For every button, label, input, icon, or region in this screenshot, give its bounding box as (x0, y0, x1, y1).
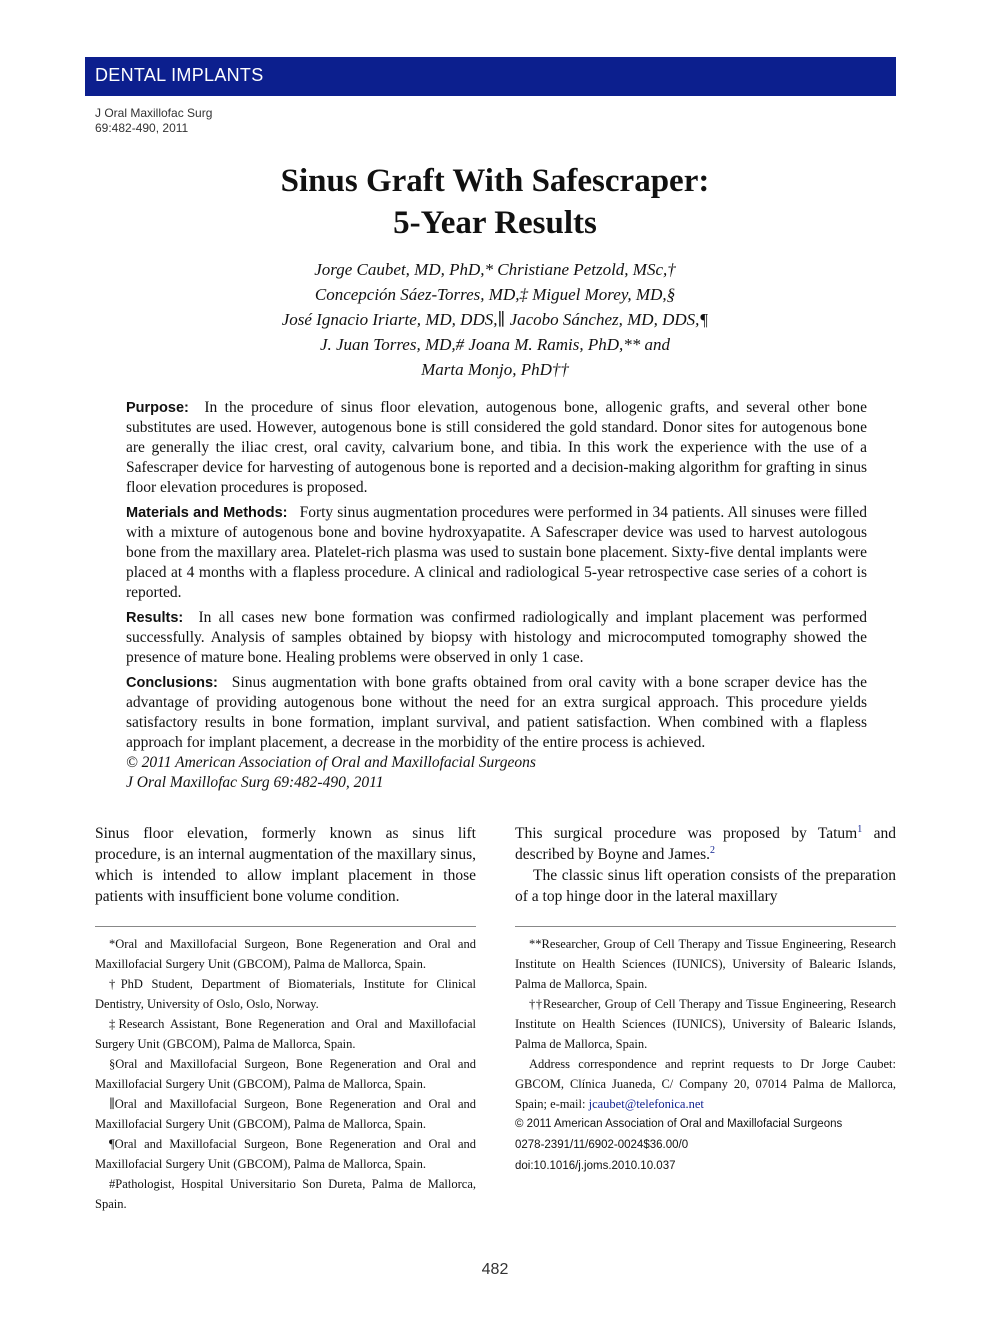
article-title (95, 160, 895, 244)
purpose-label: Purpose: (126, 400, 189, 416)
author-line: Marta Monjo, PhD†† (421, 360, 569, 379)
body-column-left (95, 823, 476, 907)
affiliation-footnote: ¶Oral and Maxillofacial Surgeon, Bone Regeneration and Oral and Maxillofacial Surgery Unit (GBCOM), Palma de Mallorca, Spain. (95, 1137, 476, 1171)
abstract-results (126, 608, 867, 668)
journal-reference (95, 106, 212, 136)
abstract-copyright: © 2011 American Association of Oral and Maxillofacial Surgeons (126, 754, 536, 771)
footnotes-right (515, 934, 896, 1177)
affiliation-footnote: *Oral and Maxillofacial Surgeon, Bone Regeneration and Oral and Maxillofacial Surgery Unit (GBCOM), Palma de Mallorca, Spain. (95, 937, 476, 971)
abstract-conclusions (126, 673, 867, 753)
abstract-methods (126, 503, 867, 603)
section-label: DENTAL IMPLANTS (95, 65, 264, 85)
issn-code: 0278-2391/11/6902-0024$36.00/0 (515, 1139, 689, 1151)
conclusions-label: Conclusions: (126, 675, 218, 691)
author-line: Concepción Sáez-Torres, MD,‡ Miguel Morey, MD,§ (314, 285, 676, 304)
affiliation-footnote: †PhD Student, Department of Biomaterials, Institute for Clinical Dentistry, University of Oslo, Oslo, Norway. (95, 977, 476, 1011)
journal-name: J Oral Maxillofac Surg (95, 106, 213, 120)
conclusions-text: Sinus augmentation with bone grafts obtained from oral cavity with a bone scraper device has the advantage of providing autogenous bone without the need for an extra surgical approach. This procedure yields satisfactory results in bone formation, implant survival, and patient satisfaction. When combined with a flapless approach for implant placement, a decrease in the morbidity of the entire process is achieved. (126, 674, 868, 751)
author-line: José Ignacio Iriarte, MD, DDS,∥ Jacobo Sánchez, MD, DDS,¶ (281, 310, 709, 329)
author-list (95, 257, 895, 382)
section-banner (85, 57, 896, 96)
footnote-divider (95, 926, 476, 927)
email-link[interactable]: jcaubet@telefonica.net (588, 1097, 704, 1111)
body-paragraph: Sinus floor elevation, formerly known as sinus lift procedure, is an internal augmentation of the maxillary sinus, which is intended to allow implant placement in those patients with insufficient bone volume condition. (95, 825, 476, 905)
abstract-citation: J Oral Maxillofac Surg 69:482-490, 2011 (126, 774, 384, 791)
body-paragraph (515, 823, 896, 865)
author-line: Jorge Caubet, MD, PhD,* Christiane Petzold, MSc,† (314, 260, 676, 279)
footnotes-left (95, 934, 476, 1214)
reference-link[interactable]: 2 (710, 844, 715, 856)
body-paragraph: The classic sinus lift operation consists of the preparation of a top hinge door in the lateral maxillary (515, 867, 896, 905)
purpose-text: In the procedure of sinus floor elevation, autogenous bone, allogenic grafts, and several other bone substitutes are used. However, autogenous bone is still considered the gold standard. Donor sites for autogenous bone are generally the iliac crest, oral cavity, calvarium bone, and tibia. In this work the experience with the use of a Safescraper device for harvesting of autogenous bone is reported and a decision-making algorithm for grafting in sinus floor elevation procedures is proposed. (126, 399, 867, 496)
page-number: 482 (481, 1261, 509, 1278)
abstract (126, 398, 867, 793)
results-text: In all cases new bone formation was confirmed radiologically and implant placement was performed successfully. Analysis of samples obtained by biopsy with histology and microcomputed tomography showed the presence of mature bone. Healing problems were observed in only 1 case. (126, 609, 867, 666)
publisher-copyright: © 2011 American Association of Oral and Maxillofacial Surgeons (515, 1118, 843, 1130)
correspondence-text: Address correspondence and reprint requests to Dr Jorge Caubet: GBCOM, Clínica Juaneda, C/ Company 20, 07014 Palma de Mallorca, Spain; e-mail: (515, 1057, 896, 1111)
affiliation-footnote: ††Researcher, Group of Cell Therapy and Tissue Engineering, Research Institute on Health Sciences (IUNICS), University of Balearic Islands, Palma de Mallorca, Spain. (515, 997, 896, 1051)
affiliation-footnote: **Researcher, Group of Cell Therapy and Tissue Engineering, Research Institute on Health Sciences (IUNICS), University of Balearic Islands, Palma de Mallorca, Spain. (515, 937, 896, 991)
journal-volume: 69:482-490, 2011 (95, 121, 189, 135)
author-line: J. Juan Torres, MD,# Joana M. Ramis, PhD,** and (319, 335, 671, 354)
body-text: and described by Boyne and James. (515, 825, 896, 863)
footnote-divider (515, 926, 896, 927)
title-line-1: Sinus Graft With Safescraper: (280, 163, 710, 199)
methods-label: Materials and Methods: (126, 505, 288, 521)
correspondence-note (515, 1054, 896, 1114)
results-label: Results: (126, 610, 184, 626)
abstract-purpose (126, 398, 867, 498)
body-text: This surgical procedure was proposed by Tatum (515, 825, 858, 842)
affiliation-footnote: §Oral and Maxillofacial Surgeon, Bone Regeneration and Oral and Maxillofacial Surgery Unit (GBCOM), Palma de Mallorca, Spain. (95, 1057, 476, 1091)
affiliation-footnote: ‡Research Assistant, Bone Regeneration and Oral and Maxillofacial Surgery Unit (GBCOM), Palma de Mallorca, Spain. (95, 1017, 476, 1051)
methods-text: Forty sinus augmentation procedures were performed in 34 patients. All sinuses were filled with a mixture of autogenous bone and bovine hydroxyapatite. A Safescraper device was used to harvest autologous bone from the maxillary area. Platelet-rich plasma was used to sustain bone placement. Sixty-five dental implants were placed at 4 months with a flapless procedure. A clinical and radiological 5-year retrospective case series of a cohort is reported. (126, 504, 867, 601)
title-line-2: 5-Year Results (393, 205, 597, 241)
doi-link[interactable]: doi:10.1016/j.joms.2010.10.037 (515, 1160, 676, 1172)
body-column-right (515, 823, 896, 907)
affiliation-footnote: #Pathologist, Hospital Universitario Son Dureta, Palma de Mallorca, Spain. (95, 1177, 476, 1211)
reference-link[interactable]: 1 (857, 823, 863, 835)
affiliation-footnote: ∥Oral and Maxillofacial Surgeon, Bone Regeneration and Oral and Maxillofacial Surgery Unit (GBCOM), Palma de Mallorca, Spain. (95, 1097, 476, 1131)
